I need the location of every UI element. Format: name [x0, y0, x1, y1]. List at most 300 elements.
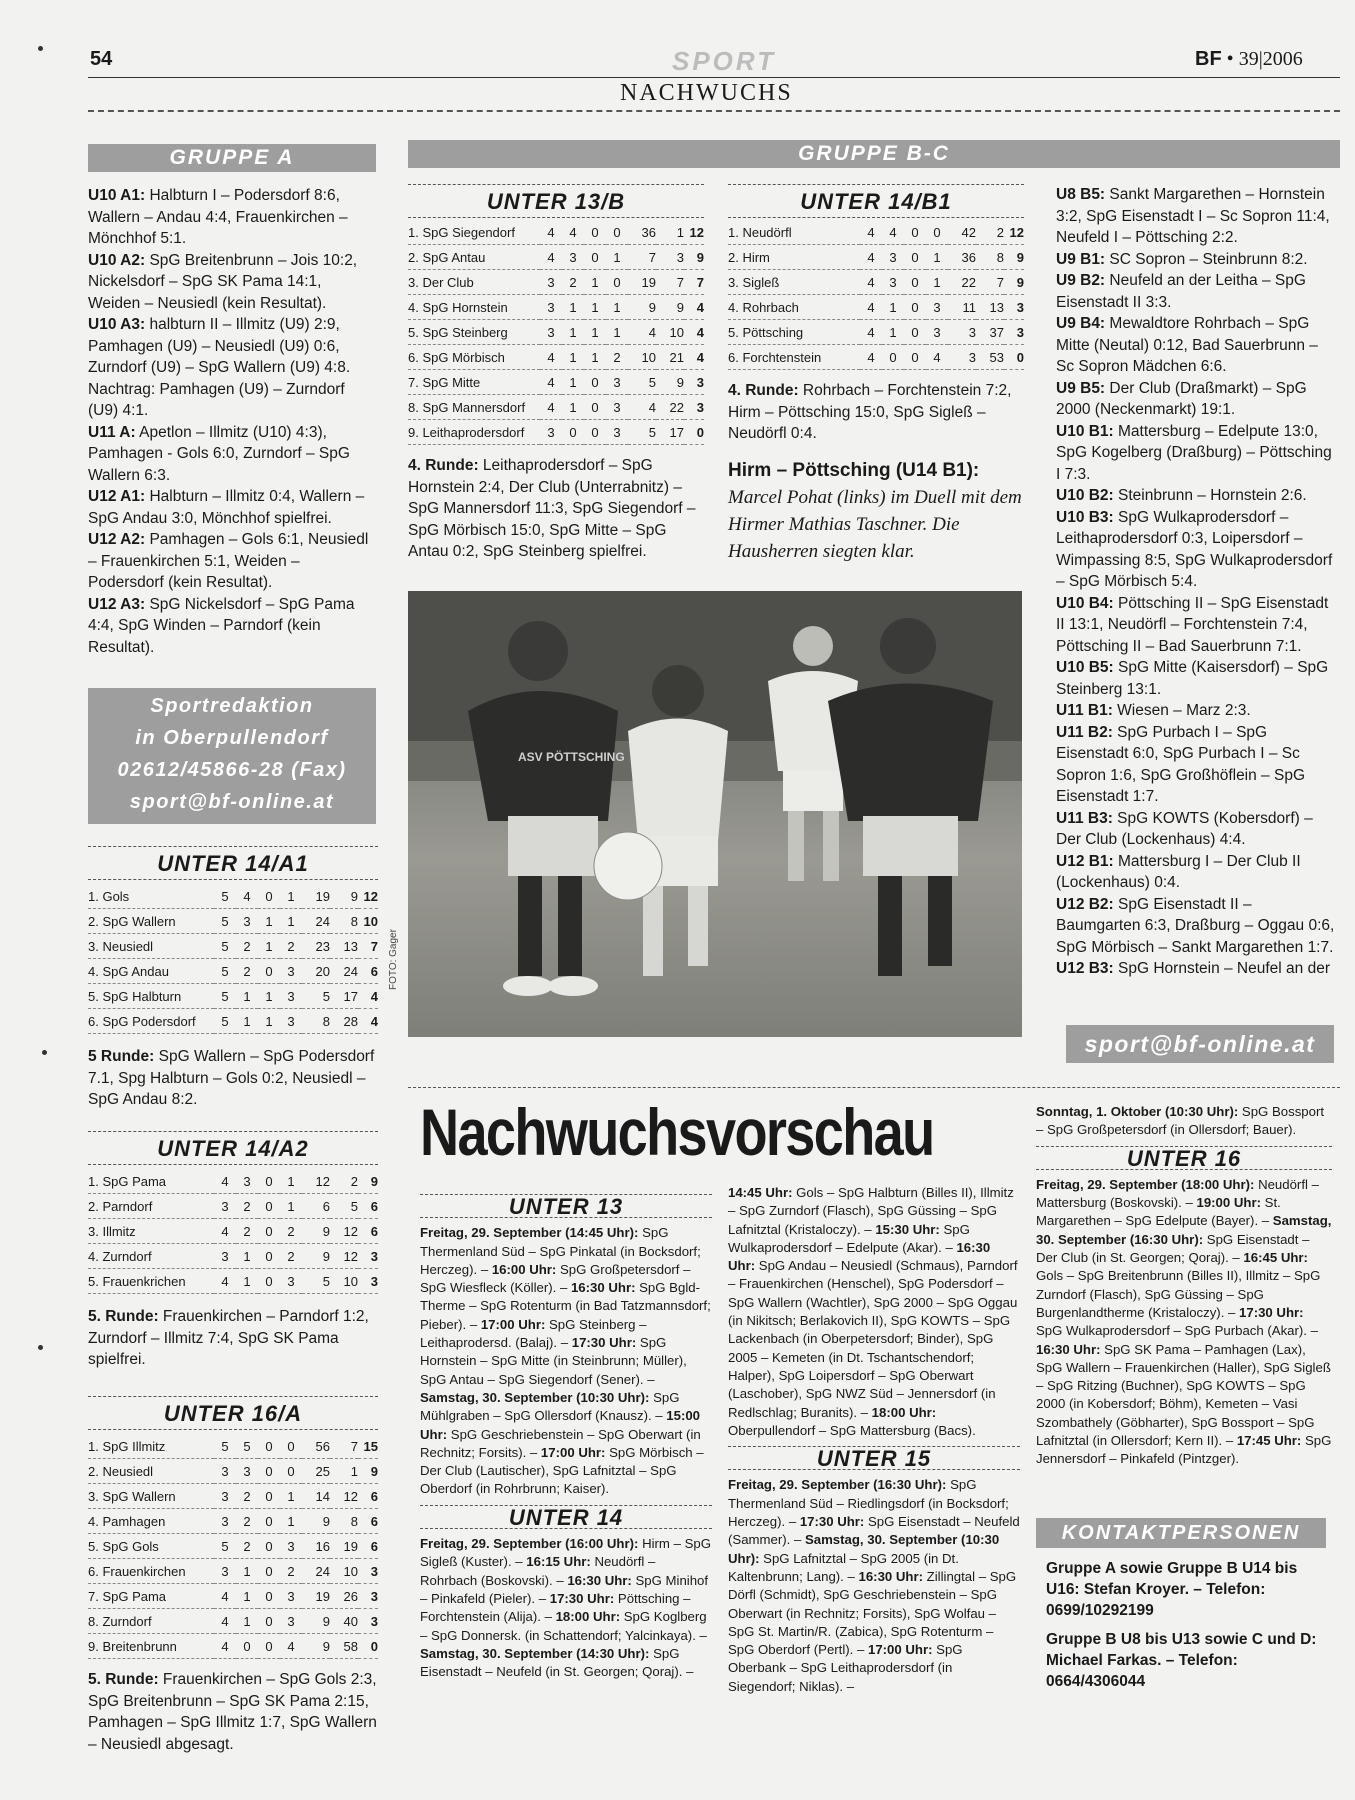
result-label: U12 A1:: [88, 488, 146, 505]
stat-value: 3: [280, 1269, 302, 1294]
stat-value: 1: [258, 909, 280, 934]
stat-value: 9: [656, 295, 684, 320]
result-text: SpG Eisenstadt II – Baumgarten 6:3, Draßburg – Oggau 0:6, SpG Mörbisch – Sankt Margarethen 1:7.: [1056, 895, 1335, 956]
gruppe-a-bar: GRUPPE A: [88, 144, 376, 172]
stat-value: 0: [258, 1584, 280, 1609]
result-label: U12 A2:: [88, 531, 146, 548]
stat-value: 1: [280, 1509, 302, 1534]
stat-value: 3: [236, 1459, 258, 1484]
age-group-heading: UNTER 15: [728, 1446, 1020, 1470]
stat-value: 1: [562, 395, 584, 420]
table-title: UNTER 14/A1: [88, 846, 378, 880]
stat-value: 7: [656, 270, 684, 295]
table-row: [408, 295, 704, 320]
table-title: UNTER 13/B: [408, 184, 704, 218]
stat-value: 53: [976, 345, 1004, 370]
team-name: 5. SpG Gols: [88, 1534, 214, 1559]
stat-value: 1: [236, 984, 258, 1009]
stat-value: 21: [656, 345, 684, 370]
table-row: [88, 1609, 378, 1634]
stat-value: 3: [948, 345, 976, 370]
round-text: Frauenkirchen – Parndorf 1:2, Zurndorf – Illmitz 7:4, SpG SK Pama spielfrei.: [88, 1308, 369, 1368]
stat-value: 4: [214, 1219, 236, 1244]
standings-table: [408, 220, 704, 445]
round-label: 5 Runde:: [88, 1048, 155, 1065]
result-text: SpG KOWTS (Kobersdorf) – Der Club (Lockenhaus) 4:4.: [1056, 809, 1313, 848]
result-text: Pamhagen – Gols 6:1, Neusiedl – Frauenkirchen 5:1, Weiden – Podersdorf (kein Resultat).: [88, 531, 369, 591]
stat-value: 37: [976, 320, 1004, 345]
stat-value: 1: [236, 1269, 258, 1294]
team-name: 9. Breitenbrunn: [88, 1634, 214, 1659]
stat-value: 1: [236, 1609, 258, 1634]
round-results: [408, 455, 704, 563]
stat-value: 2: [236, 934, 258, 959]
kontakt-gruppe-a: Gruppe A sowie Gruppe B U14 bis U16: Stefan Kroyer. – Telefon: 0699/10292199: [1046, 1560, 1298, 1619]
result-line: [1056, 593, 1340, 658]
section-title: SPORT: [672, 46, 777, 76]
stat-value: 8: [330, 909, 358, 934]
stat-value: 11: [948, 295, 976, 320]
points: 3: [1004, 320, 1024, 345]
points: 3: [358, 1584, 378, 1609]
points: 9: [358, 1169, 378, 1194]
stat-value: 1: [926, 270, 948, 295]
result-line: [1056, 894, 1340, 959]
result-line: [1056, 808, 1340, 851]
vorschau-column-1: [420, 1190, 712, 1687]
stat-value: 1: [606, 295, 628, 320]
result-line: [1056, 249, 1340, 271]
stat-value: 10: [330, 1269, 358, 1294]
round-text: Leithaprodersdorf – SpG Hornstein 2:4, Der Club (Unterrabnitz) – SpG Mannersdorf 11:3, SpG Siegendorf – SpG Mörbisch 15:0, SpG Mitte – SpG Antau 0:2, SpG Steinberg spielfrei.: [408, 457, 696, 560]
stat-value: 56: [302, 1434, 330, 1459]
stat-value: 5: [302, 1269, 330, 1294]
vorschau-headline: Nachwuchsvorschau: [420, 1095, 934, 1169]
stat-value: 0: [258, 1244, 280, 1269]
points: 9: [684, 245, 704, 270]
stat-value: 0: [584, 245, 606, 270]
stat-value: 58: [330, 1634, 358, 1659]
stat-value: 1: [562, 370, 584, 395]
redaktion-location: in Oberpullendorf: [135, 727, 329, 749]
stat-value: 1: [584, 320, 606, 345]
stat-value: 0: [904, 295, 926, 320]
table-title: UNTER 14/B1: [728, 184, 1024, 218]
stat-value: 2: [236, 959, 258, 984]
stat-value: 10: [330, 1559, 358, 1584]
table-row: [728, 295, 1024, 320]
stat-value: 10: [628, 345, 656, 370]
result-line: [88, 422, 378, 487]
stat-value: 0: [562, 420, 584, 445]
stat-value: 1: [330, 1459, 358, 1484]
stat-value: 0: [258, 1609, 280, 1634]
stat-value: 1: [280, 1484, 302, 1509]
stat-value: 4: [562, 220, 584, 245]
table-title: UNTER 16/A: [88, 1396, 378, 1430]
header-rule: [88, 77, 1340, 78]
redaktion-title: Sportredaktion: [150, 695, 314, 717]
result-text: Neufeld an der Leitha – SpG Eisenstadt II 3:3.: [1056, 272, 1306, 311]
round-results: [88, 1046, 378, 1111]
stat-value: 5: [628, 370, 656, 395]
header-dashed-rule: [88, 110, 1340, 112]
result-text: Pöttsching II – SpG Eisenstadt II 13:1, Neudörfl – Forchtenstein 7:4, Pöttsching II – Bad Sauerbrunn 7:1.: [1056, 594, 1329, 655]
table-row: [408, 345, 704, 370]
result-label: U10 B2:: [1056, 487, 1114, 504]
table-row: [408, 420, 704, 445]
stat-value: 36: [628, 220, 656, 245]
kontakt-bar: KONTAKTPERSONEN: [1036, 1518, 1326, 1548]
stat-value: 0: [606, 270, 628, 295]
stat-value: 0: [280, 1459, 302, 1484]
stat-value: 0: [584, 370, 606, 395]
stat-value: 17: [656, 420, 684, 445]
team-name: 5. Frauenkrichen: [88, 1269, 214, 1294]
points: 6: [358, 959, 378, 984]
stat-value: 1: [584, 345, 606, 370]
stat-value: 17: [330, 984, 358, 1009]
stat-value: 1: [280, 1194, 302, 1219]
photo-caption: [728, 457, 1024, 565]
stat-value: 0: [606, 220, 628, 245]
table-row: [408, 370, 704, 395]
table-row: [408, 220, 704, 245]
table-row: [408, 270, 704, 295]
stat-value: 1: [236, 1584, 258, 1609]
issue-info: BF • 39|2006: [1195, 48, 1303, 70]
points: 7: [358, 934, 378, 959]
redaktion-email[interactable]: sport@bf-online.at: [129, 791, 335, 813]
team-name: 7. SpG Pama: [88, 1584, 214, 1609]
stat-value: 5: [236, 1434, 258, 1459]
stat-value: 10: [656, 320, 684, 345]
stat-value: 1: [656, 220, 684, 245]
stat-value: 3: [236, 1169, 258, 1194]
scan-dot: [38, 1345, 43, 1350]
stat-value: 23: [302, 934, 330, 959]
result-label: U12 B3:: [1056, 960, 1114, 977]
team-name: 2. Neusiedl: [88, 1459, 214, 1484]
standings-table: [728, 220, 1024, 370]
stat-value: 4: [214, 1584, 236, 1609]
stat-value: 0: [904, 320, 926, 345]
result-label: U11 A:: [88, 423, 136, 441]
points: 9: [358, 1459, 378, 1484]
result-label: U10 B4:: [1056, 594, 1114, 612]
result-line: [88, 250, 378, 315]
stat-value: 22: [656, 395, 684, 420]
team-name: 6. Forchtenstein: [728, 345, 860, 370]
stat-value: 36: [948, 245, 976, 270]
stat-value: 9: [330, 884, 358, 909]
stat-value: 4: [926, 345, 948, 370]
stat-value: 4: [628, 320, 656, 345]
stat-value: 0: [904, 270, 926, 295]
stat-value: 8: [330, 1509, 358, 1534]
result-text: Halbturn – Illmitz 0:4, Wallern – SpG Andau 3:0, Mönchhof spielfrei.: [88, 488, 365, 527]
stat-value: 0: [258, 959, 280, 984]
stat-value: 4: [540, 220, 562, 245]
result-label: U10 A3:: [88, 316, 146, 333]
team-name: 6. Frauenkirchen: [88, 1559, 214, 1584]
points: 6: [358, 1194, 378, 1219]
stat-value: 1: [258, 984, 280, 1009]
result-text: Halbturn I – Podersdorf 8:6, Wallern – Andau 4:4, Frauenkirchen – Mönchhof 5:1.: [88, 187, 348, 247]
table-row: [728, 320, 1024, 345]
team-name: 2. SpG Antau: [408, 245, 540, 270]
points: 12: [1004, 220, 1024, 245]
result-line: [88, 314, 378, 422]
table-row: [88, 1484, 378, 1509]
result-label: U10 A1:: [88, 187, 146, 204]
stat-value: 3: [214, 1194, 236, 1219]
table-row: [88, 1244, 378, 1269]
stat-value: 0: [258, 1269, 280, 1294]
result-text: Apetlon – Illmitz (U10) 4:3), Pamhagen - Gols 6:0, Zurndorf – SpG Wallern 6:3.: [88, 423, 350, 484]
points: 4: [358, 1009, 378, 1034]
stat-value: 28: [330, 1009, 358, 1034]
stat-value: 7: [628, 245, 656, 270]
stat-value: 1: [882, 320, 904, 345]
result-label: U10 A2:: [88, 251, 146, 269]
stat-value: 2: [976, 220, 1004, 245]
points: 0: [1004, 345, 1024, 370]
stat-value: 1: [280, 1169, 302, 1194]
stat-value: 3: [214, 1459, 236, 1484]
table-row: [728, 220, 1024, 245]
result-label: U9 B4:: [1056, 315, 1106, 332]
table-row: [88, 909, 378, 934]
email-box[interactable]: sport@bf-online.at: [1066, 1025, 1334, 1063]
stat-value: 0: [236, 1634, 258, 1659]
gruppe-a-results: [88, 185, 378, 658]
team-name: 1. SpG Illmitz: [88, 1434, 214, 1459]
stat-value: 8: [302, 1009, 330, 1034]
team-name: 1. SpG Pama: [88, 1169, 214, 1194]
stat-value: 6: [302, 1194, 330, 1219]
stat-value: 1: [280, 909, 302, 934]
schedule-text: 14:45 Uhr: Gols – SpG Halbturn (Billes II), Illmitz – SpG Zurndorf (Flasch), SpG Güssing – SpG Lafnitztal (Kristaloczy). – 15:30 Uhr: SpG Wulkaprodersdorf – Edelpute (Akar). – 16:30 Uhr: SpG Andau – Neusiedl (Schmaus), Parndorf – Frauenkirchen (Henschel), SpG Podersdorf – SpG Wallern (Wachtler), SpG 2000 – SpG Oggau (in Nikitsch; Berlakovich II), SpG KOWTS – SpG Lackenbach (in Oberpetersdorf; Binder), SpG 2005 – Kemeten (in Dt. Tschantschendorf; Halper), SpG Loipersdorf – SpG Oberwart (Laschober), SpG NWZ Süd – Jennersdorf (in Redlschlag; Buranits). – 18:00 Uhr: Oberpullendorf – SpG Mattersburg (Bacs).: [728, 1185, 1018, 1438]
stat-value: 13: [976, 295, 1004, 320]
result-text: SpG Wulkaprodersdorf – Leithaprodersdorf 0:3, Loipersdorf – Wimpassing 8:5, SpG Wulkaprodersdorf – SpG Mörbisch 5:4.: [1056, 508, 1333, 590]
round-text: SpG Wallern – SpG Podersdorf 7.1, Spg Halbturn – Gols 0:2, Neusiedl – SpG Andau 8:2.: [88, 1048, 375, 1108]
schedule-text: Freitag, 29. September (16:30 Uhr): SpG Thermenland Süd – Riedlingsdorf (in Bocksdorf; Herczeg). – 17:30 Uhr: SpG Eisenstadt – Neufeld (Sammer). – Samstag, 30. September (10:30 Uhr): SpG Lafnitztal – SpG 2005 (in Dt. Kaltenbrunn; Lang). – 16:30 Uhr: Zillingtal – SpG Dörfl (Schmidt), SpG Geschriebenstein – SpG Oberwart (in Rechnitz; Forsits), SpG Wolfau – SpG St. Martin/R. (Zabica), SpG Rotenturm – SpG Oberdorf (Pertl). – 17:00 Uhr: SpG Oberbank – SpG Leithaprodersdorf (in Siegendorf; Niklas). –: [728, 1477, 1020, 1694]
table-u16a: [88, 1396, 378, 1755]
table-row: [88, 934, 378, 959]
team-name: 4. Pamhagen: [88, 1509, 214, 1534]
stat-value: 0: [258, 1219, 280, 1244]
stat-value: 4: [540, 395, 562, 420]
stat-value: 9: [302, 1219, 330, 1244]
stat-value: 19: [302, 1584, 330, 1609]
round-results: [88, 1669, 378, 1755]
stat-value: 7: [976, 270, 1004, 295]
jersey-text: ASV PÖTTSCHING: [518, 750, 625, 764]
stat-value: 19: [302, 884, 330, 909]
stat-value: 0: [258, 1169, 280, 1194]
points: 7: [684, 270, 704, 295]
stat-value: 4: [860, 295, 882, 320]
stat-value: 16: [302, 1534, 330, 1559]
photo-credit: FOTO: Gager: [388, 929, 399, 990]
result-line: [1056, 851, 1340, 894]
round-text: Rohrbach – Forchtenstein 7:2, Hirm – Pöttsching 15:0, SpG Sigleß – Neudörfl 0:4.: [728, 382, 1012, 442]
result-line: [1056, 722, 1340, 808]
table-row: [408, 245, 704, 270]
table-row: [88, 1194, 378, 1219]
stat-value: 3: [540, 420, 562, 445]
table-row: [728, 245, 1024, 270]
result-line: [1056, 378, 1340, 421]
result-line: [1056, 485, 1340, 507]
table-row: [728, 345, 1024, 370]
stat-value: 4: [860, 320, 882, 345]
caption-text: Marcel Pohat (links) im Duell mit dem Hirmer Mathias Taschner. Die Hausherren siegten klar.: [728, 486, 1022, 562]
stat-value: 24: [330, 959, 358, 984]
points: 9: [1004, 245, 1024, 270]
result-label: U11 B2:: [1056, 723, 1113, 741]
scan-dot: [42, 1050, 47, 1055]
result-text: SpG Hornstein – Neufel an der: [1113, 960, 1330, 977]
stat-value: 0: [258, 1459, 280, 1484]
stat-value: 4: [628, 395, 656, 420]
table-row: [88, 1269, 378, 1294]
points: 10: [358, 909, 378, 934]
result-text: SC Sopron – Steinbrunn 8:2.: [1105, 250, 1308, 268]
stat-value: 2: [236, 1194, 258, 1219]
table-title: UNTER 14/A2: [88, 1131, 378, 1165]
standings-table: [88, 1434, 378, 1659]
result-line: [1056, 270, 1340, 313]
stat-value: 2: [236, 1509, 258, 1534]
result-line: [88, 594, 378, 659]
result-line: [1056, 958, 1340, 980]
stat-value: 12: [302, 1169, 330, 1194]
result-line: [1056, 421, 1340, 486]
schedule-text: Freitag, 29. September (14:45 Uhr): SpG Thermenland Süd – SpG Pinkatal (in Bocksdorf; Herczeg). – 16:00 Uhr: SpG Großpetersdorf – SpG Wiesfleck (Köller). – 16:30 Uhr: SpG Bgld-Therme – SpG Rotenturm (in Bad Tatzmannsdorf; Pieber). – 17:00 Uhr: SpG Steinberg – Leithaprodersd. (Balaj). – 17:30 Uhr: SpG Hornstein – SpG Mitte (in Steinbrunn; Müller), SpG Antau – SpG Siegendorf (Sener). – Samstag, 30. September (10:30 Uhr): SpG Mühlgraben – SpG Ollersdorf (Knausz). – 15:00 Uhr: SpG Geschriebenstein – SpG Oberwart (in Rechnitz; Forsits). – 17:00 Uhr: SpG Mörbisch – Der Club (Lautischer), SpG Lafnitztal – SpG Oberdorf (in Rohrbrunn; Kaiser).: [420, 1225, 711, 1497]
points: 12: [684, 220, 704, 245]
points: 12: [358, 884, 378, 909]
points: 15: [358, 1434, 378, 1459]
result-line: [1056, 313, 1340, 378]
standings-table: [88, 884, 378, 1034]
round-label: 4. Runde:: [408, 457, 479, 474]
result-text: SpG Breitenbrunn – Jois 10:2, Nickelsdorf – SpG SK Pama 14:1, Weiden – Neusiedl (kein Resultat).: [88, 251, 358, 312]
stat-value: 3: [280, 984, 302, 1009]
result-line: [1056, 657, 1340, 700]
table-row: [408, 395, 704, 420]
stat-value: 3: [606, 420, 628, 445]
stat-value: 25: [302, 1459, 330, 1484]
stat-value: 1: [236, 1559, 258, 1584]
result-label: U10 B3:: [1056, 508, 1114, 526]
stat-value: 2: [236, 1219, 258, 1244]
stat-value: 2: [562, 270, 584, 295]
stat-value: 22: [948, 270, 976, 295]
table-row: [88, 1434, 378, 1459]
points: 3: [1004, 295, 1024, 320]
result-line: [1056, 184, 1340, 249]
team-name: 2. Parndorf: [88, 1194, 214, 1219]
caption-label: Hirm – Pöttsching (U14 B1):: [728, 459, 980, 481]
stat-value: 3: [882, 245, 904, 270]
table-row: [88, 884, 378, 909]
result-line: [1056, 700, 1340, 722]
result-label: U9 B1:: [1056, 250, 1106, 268]
age-group-heading: UNTER 16: [1036, 1146, 1332, 1170]
stat-value: 9: [656, 370, 684, 395]
stat-value: 24: [302, 909, 330, 934]
result-label: U10 B5:: [1056, 659, 1114, 676]
points: 3: [358, 1609, 378, 1634]
stat-value: 5: [302, 984, 330, 1009]
team-name: 4. SpG Andau: [88, 959, 214, 984]
result-line: [88, 185, 378, 250]
stat-value: 3: [280, 959, 302, 984]
age-group-heading: UNTER 13: [420, 1194, 712, 1218]
stat-value: 9: [302, 1244, 330, 1269]
result-text: SpG Nickelsdorf – SpG Pama 4:4, SpG Winden – Parndorf (kein Resultat).: [88, 595, 355, 656]
points: 0: [358, 1634, 378, 1659]
team-name: 3. SpG Wallern: [88, 1484, 214, 1509]
stat-value: 1: [584, 295, 606, 320]
stat-value: 0: [258, 1509, 280, 1534]
stat-value: 2: [330, 1169, 358, 1194]
stat-value: 3: [280, 1534, 302, 1559]
stat-value: 14: [302, 1484, 330, 1509]
points: 6: [358, 1484, 378, 1509]
issue-number: 39|2006: [1238, 48, 1303, 70]
schedule-text: Sonntag, 1. Oktober (10:30 Uhr): SpG Bossport – SpG Großpetersdorf (in Ollersdorf; Bauer).: [1036, 1104, 1325, 1138]
schedule-text: Freitag, 29. September (18:00 Uhr): Neudörfl – Mattersburg (Boskovski). – 19:00 Uhr: St. Margarethen – SpG Edelpute (Bayer). – Samstag, 30. September (16:30 Uhr): SpG Eisenstadt – Der Club (in St. Georgen; Qoraj). – 16:45 Uhr: Gols – SpG Breitenbrunn (Billes II), Illmitz – SpG Zurndorf (Flasch), SpG Güssing – SpG Burgenlandtherme (Kristaloczy). – 17:30 Uhr: SpG Wulkaprodersdorf – SpG Purbach (Akar). – 16:30 Uhr: SpG SK Pama – Pamhagen (Lax), SpG Wallern – Frauenkirchen (Haller), SpG Sigleß – SpG Ritzing (Buchner), SpG KOWTS – SpG 2000 (in Kobersdorf; Böhm), Kemeten – Vasi Szombathely (Göbharter), SpG Bossport – SpG Lafnitztal (in Ollersdorf; Kern II). – 17:45 Uhr: SpG Jennersdorf – Pinkafeld (Pintzger).: [1036, 1176, 1332, 1467]
stat-value: 4: [860, 270, 882, 295]
schedule-text: Freitag, 29. September (16:00 Uhr): Hirm – SpG Sigleß (Kuster). – 16:15 Uhr: Neudörfl – Rohrbach (Boskovski). – 16:30 Uhr: SpG Minihof – Pinkafeld (Pieler). – 17:30 Uhr: Pöttsching – Forchtenstein (Alija). – 18:00 Uhr: SpG Koglberg – SpG Donnersk. (in Schattendorf; Yalcinkaya). – Samstag, 30. September (14:30 Uhr): SpG Eisenstadt – Neufeld (in St. Georgen; Qoraj). –: [420, 1536, 711, 1680]
stat-value: 1: [236, 1244, 258, 1269]
result-label: U12 B2:: [1056, 895, 1114, 913]
subsection-title: NACHWUCHS: [620, 80, 793, 106]
result-text: Mewaldtore Rohrbach – SpG Mitte (Neutal) 0:12, Bad Sauerbrunn – Sc Sopron Mädchen 6:6.: [1056, 315, 1318, 375]
stat-value: 5: [628, 420, 656, 445]
stat-value: 0: [904, 220, 926, 245]
stat-value: 26: [330, 1584, 358, 1609]
stat-value: 8: [976, 245, 1004, 270]
table-u14a2: [88, 1131, 378, 1371]
result-label: U9 B2:: [1056, 272, 1106, 289]
stat-value: 5: [214, 1434, 236, 1459]
stat-value: 3: [214, 1509, 236, 1534]
stat-value: 0: [258, 1634, 280, 1659]
result-label: U10 B1:: [1056, 422, 1114, 440]
stat-value: 4: [540, 245, 562, 270]
stat-value: 1: [882, 295, 904, 320]
points: 3: [358, 1244, 378, 1269]
team-name: 3. Neusiedl: [88, 934, 214, 959]
stat-value: 12: [330, 1244, 358, 1269]
stat-value: 3: [948, 320, 976, 345]
stat-value: 3: [236, 909, 258, 934]
vorschau-column-3: [1036, 1103, 1332, 1475]
team-name: 4. Rohrbach: [728, 295, 860, 320]
vorschau-rule: [408, 1087, 1340, 1088]
stat-value: 0: [584, 395, 606, 420]
round-label: 4. Runde:: [728, 382, 799, 399]
stat-value: 5: [214, 1534, 236, 1559]
stat-value: 4: [214, 1634, 236, 1659]
stat-value: 1: [926, 245, 948, 270]
stat-value: 9: [302, 1509, 330, 1534]
stat-value: 3: [656, 245, 684, 270]
